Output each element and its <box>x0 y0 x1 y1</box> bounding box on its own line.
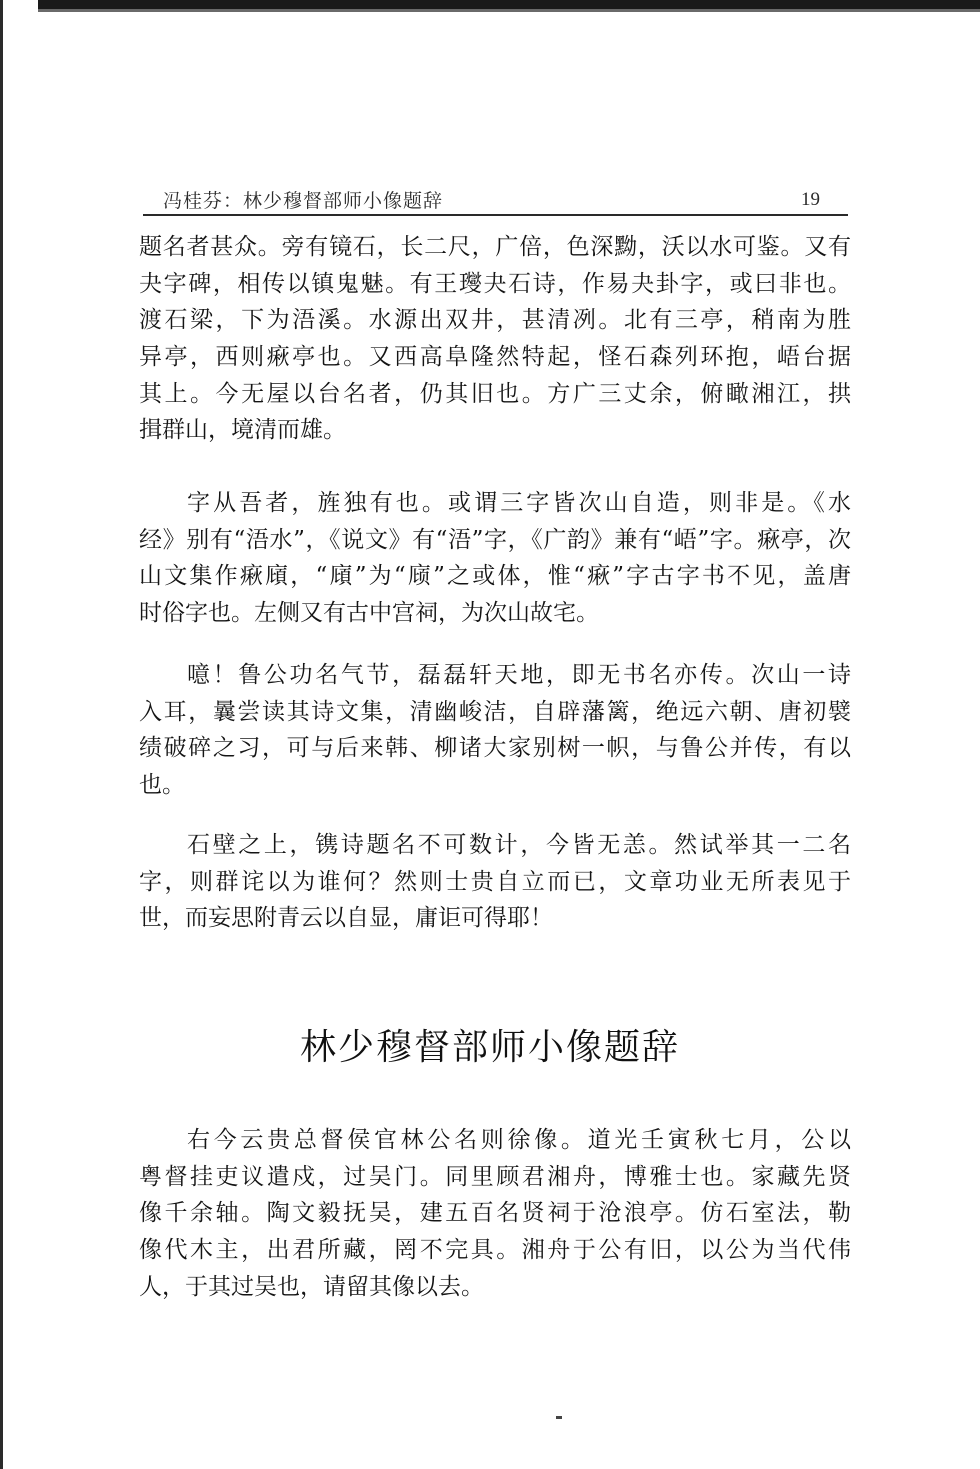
section-title: 林少穆督部师小像题辞 <box>299 1027 680 1068</box>
text-line: 也。 <box>139 772 185 799</box>
text-line: 像代木主，出君所藏，罔不完具。湘舟于公有旧，以公为当代伟 <box>139 1237 851 1264</box>
scan-left-edge <box>0 0 3 1469</box>
text-line: 夬字碑，相传以镇鬼魅。有王𤫉夬石诗，作易夬卦字，或曰非也。 <box>139 270 851 297</box>
paragraph <box>139 827 851 937</box>
scan-top-border <box>38 0 980 9</box>
text-line: 粤督挂吏议遣戍，过吴门。同里顾君湘舟，博雅士也。家藏先贤 <box>139 1163 851 1190</box>
text-line: 绩破碎之习，可与后来韩、柳诸大家别树一帜，与鲁公并传，有以 <box>139 735 851 762</box>
text-line: 题名者甚众。旁有镜石，长二尺，广倍，色深黝，沃以水可鉴。又有 <box>139 234 851 260</box>
text-line: 噫！鲁公功名气节，磊磊轩天地，即无书名亦传。次山一诗 <box>187 662 851 688</box>
scan-top-border-shadow <box>38 9 980 12</box>
paragraph-continuation <box>139 229 851 449</box>
text-line: 异亭，西则㾭亭也。又西高阜隆然特起，怪石森列环抱，峿台据 <box>139 344 851 371</box>
text-line: 右今云贵总督侯官林公名则徐像。道光壬寅秋七月，公以 <box>187 1127 851 1153</box>
page-number: 19 <box>801 189 820 210</box>
paragraph <box>139 657 851 804</box>
paragraph <box>139 485 851 632</box>
text-line: 山文集作㾭廎，“廎”为“庼”之或体，惟“㾭”字古字书不见，盖唐 <box>139 563 851 590</box>
scan-speck <box>556 1416 562 1419</box>
text-line: 字从吾者，旌独有也。或谓三字皆次山自造，则非是。《水 <box>187 490 851 516</box>
text-line: 人，于其过吴也，请留其像以去。 <box>139 1273 484 1300</box>
text-line: 时俗字也。左侧又有古中宫祠，为次山故宅。 <box>139 600 599 627</box>
header-rule <box>143 214 848 216</box>
paragraph <box>139 1122 851 1305</box>
running-head: 冯桂芬：林少穆督部师小像题辞 <box>163 190 444 212</box>
text-line: 入耳，曩尝读其诗文集，清幽峻洁，自辟藩篱，绝远六朝、唐初襞 <box>139 698 851 725</box>
text-line: 揖群山，境清而雄。 <box>139 417 346 444</box>
text-line: 世，而妄思附青云以自显，庸讵可得耶！ <box>139 905 553 932</box>
text-line: 石壁之上，镌诗题名不可数计，今皆无恙。然试举其一二名 <box>187 832 851 858</box>
text-line: 渡石梁，下为浯溪。水源出双井，甚清冽。北有三亭，稍南为胜 <box>139 307 851 334</box>
text-line: 经》别有“浯水”，《说文》有“浯”字，《广韵》兼有“峿”字。㾭亭，次 <box>139 526 851 553</box>
text-line: 字，则群诧以为谁何？然则士贵自立而已，文章功业无所表见于 <box>139 868 851 895</box>
text-line: 其上。今无屋以台名者，仍其旧也。方广三丈余，俯瞰湘江，拱 <box>139 380 851 407</box>
text-line: 像千余轴。陶文毅抚吴，建五百名贤祠于沧浪亭。仿石室法，勒 <box>139 1200 851 1227</box>
